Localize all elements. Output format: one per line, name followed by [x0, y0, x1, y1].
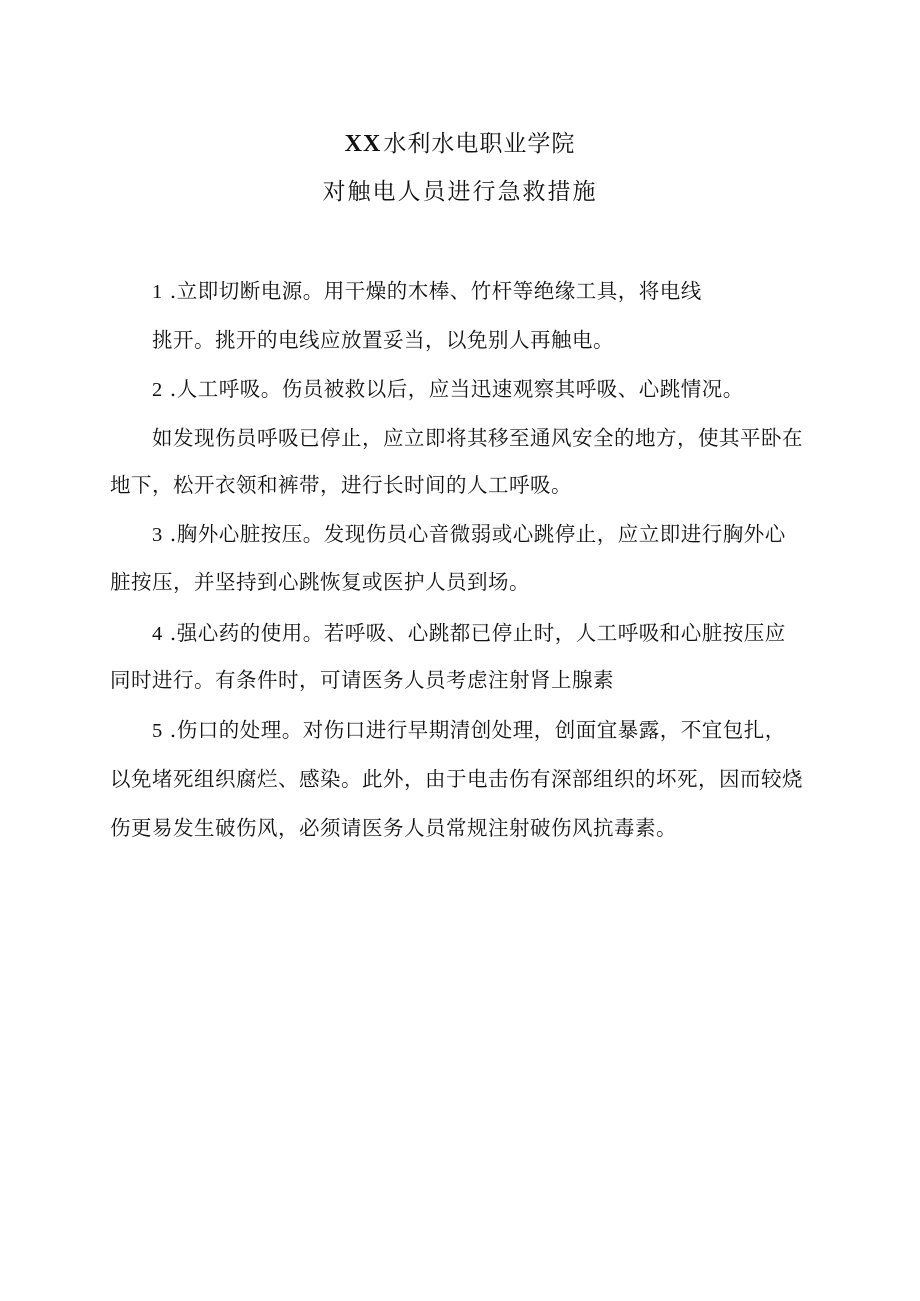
item-1-number: 1 [152, 281, 163, 303]
title-school: 水利水电职业学院 [383, 131, 576, 157]
item-2-text-line-3: 地下，松开衣领和裤带，进行长时间的人工呼吸。 [110, 473, 572, 497]
item-1-line-1 [152, 277, 702, 306]
title-prefix: XX [344, 131, 382, 157]
document-subtitle: 对触电人员进行急救措施 [322, 179, 598, 205]
item-3-text-line-1: .胸外心脏按压。发现伤员心音微弱或心跳停止，应立即进行胸外心 [169, 522, 786, 546]
item-2-line-1 [152, 375, 744, 404]
item-5-text-line-2: 以免堵死组织腐烂、感染。此外，由于电击伤有深部组织的坏死，因而较烧 [110, 767, 803, 791]
item-5-line-1 [152, 716, 786, 745]
item-5-text-line-3: 伤更易发生破伤风，必须请医务人员常规注射破伤风抗毒素。 [110, 816, 677, 840]
item-5-number: 5 [152, 720, 163, 742]
item-4-line-1 [152, 619, 786, 648]
item-4-text-line-1: .强心药的使用。若呼吸、心跳都已停止时，人工呼吸和心脏按压应 [169, 621, 786, 645]
item-4-number: 4 [152, 623, 163, 645]
item-1-text-line-2: 挑开。挑开的电线应放置妥当，以免别人再触电。 [152, 328, 614, 352]
item-2-text-line-1: .人工呼吸。伤员被救以后，应当迅速观察其呼吸、心跳情况。 [169, 377, 744, 401]
item-3-number: 3 [152, 524, 163, 546]
document-title [0, 128, 920, 160]
item-4-text-line-2: 同时进行。有条件时，可请医务人员考虑注射肾上腺素 [110, 668, 614, 692]
item-2-text-line-2: 如发现伤员呼吸已停止，应立即将其移至通风安全的地方，使其平卧在 [152, 426, 803, 450]
item-5-text-line-1: .伤口的处理。对伤口进行早期清创处理，创面宜暴露，不宜包扎， [169, 718, 786, 742]
item-1-text-line-1: .立即切断电源。用干燥的木棒、竹杆等绝缘工具，将电线 [169, 279, 702, 303]
item-3-line-1 [152, 520, 786, 549]
item-2-number: 2 [152, 379, 163, 401]
item-3-text-line-2: 脏按压，并坚持到心跳恢复或医护人员到场。 [110, 570, 530, 594]
